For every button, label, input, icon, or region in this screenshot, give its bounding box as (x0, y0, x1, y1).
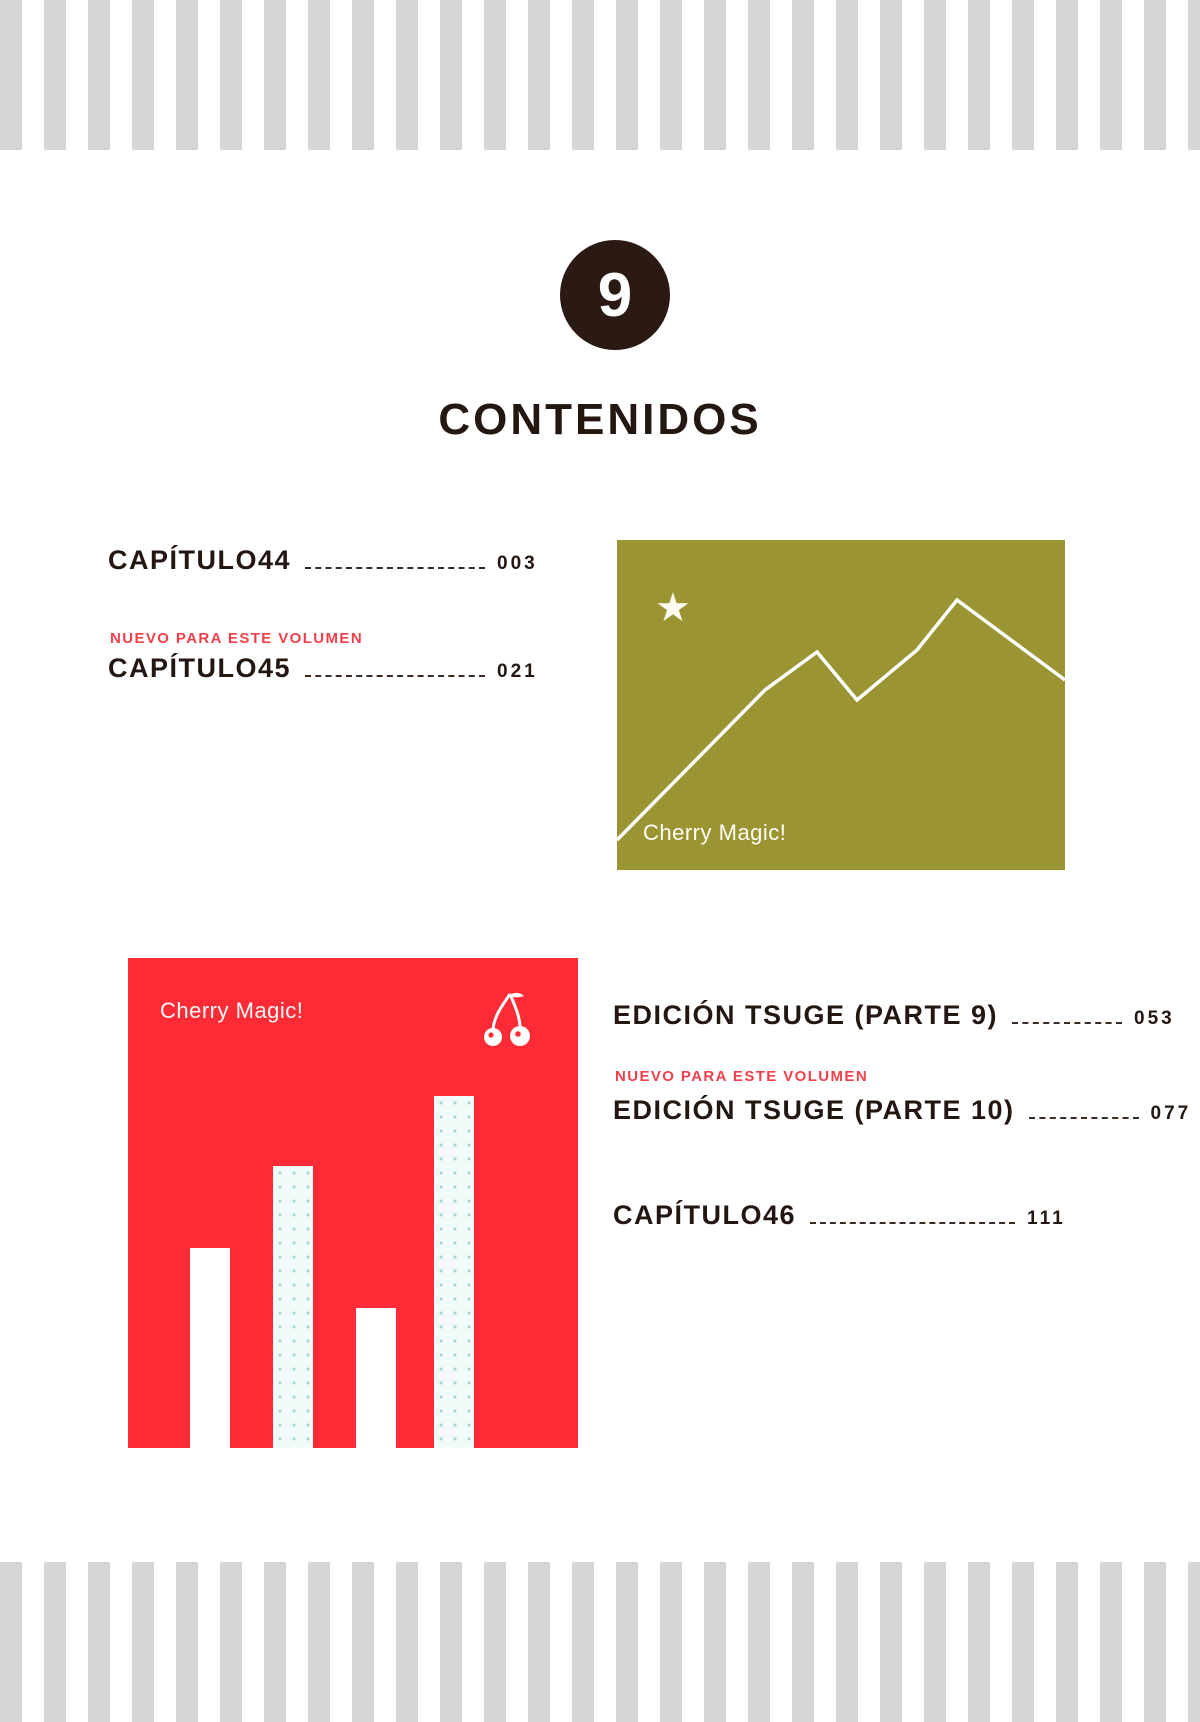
bar-2 (273, 1166, 313, 1448)
bar-4 (434, 1096, 474, 1448)
toc-entry-page: 077 (1150, 1103, 1192, 1124)
toc-entry-tsuge-part-9[interactable] (613, 1000, 1175, 1033)
top-stripe-band (0, 0, 1200, 150)
bar-1 (190, 1248, 230, 1448)
toc-leader-dots (1012, 1021, 1122, 1024)
toc-leader-dots (810, 1221, 1015, 1224)
toc-entry-label: EDICIÓN TSUGE (PARTE 10) (613, 1095, 1015, 1125)
toc-leader-dots (305, 674, 485, 677)
toc-entry-number: 45 (258, 653, 292, 683)
toc-entry-label: EDICIÓN TSUGE (PARTE 9) (613, 1000, 999, 1030)
toc-entry-page: 111 (1027, 1208, 1066, 1229)
bottom-stripe-band (0, 1562, 1200, 1722)
toc-entry-number: 46 (763, 1200, 797, 1230)
toc-leader-dots (1029, 1116, 1139, 1119)
toc-entry-chapter-45[interactable] (108, 653, 538, 686)
toc-new-tag: NUEVO PARA ESTE VOLUMEN (110, 630, 364, 647)
toc-entry-page: 021 (497, 661, 538, 682)
volume-badge: 9 (560, 240, 670, 350)
toc-entry-page: 053 (1134, 1008, 1175, 1029)
toc-entry-label: CAPÍTULO (108, 653, 258, 683)
toc-new-tag: NUEVO PARA ESTE VOLUMEN (615, 1068, 869, 1085)
bar-3 (356, 1308, 396, 1448)
toc-entry-number: 44 (258, 545, 292, 575)
toc-entry-chapter-44[interactable] (108, 545, 538, 578)
toc-entry-chapter-46[interactable] (613, 1200, 1066, 1233)
star-icon: ★ (655, 586, 691, 630)
cherry-icon (480, 990, 540, 1052)
red-brand-label: Cherry Magic! (160, 998, 304, 1023)
toc-entry-label: CAPÍTULO (613, 1200, 763, 1230)
toc-entry-tsuge-part-10[interactable] (613, 1095, 1191, 1128)
red-bar-chart (128, 1048, 578, 1448)
olive-brand-label: Cherry Magic! (643, 820, 787, 845)
toc-entry-label: CAPÍTULO (108, 545, 258, 575)
toc-entry-page: 003 (497, 553, 538, 574)
toc-leader-dots (305, 566, 485, 569)
olive-illustration (617, 540, 1065, 870)
red-illustration (128, 958, 578, 1448)
page-title: CONTENIDOS (438, 395, 762, 444)
